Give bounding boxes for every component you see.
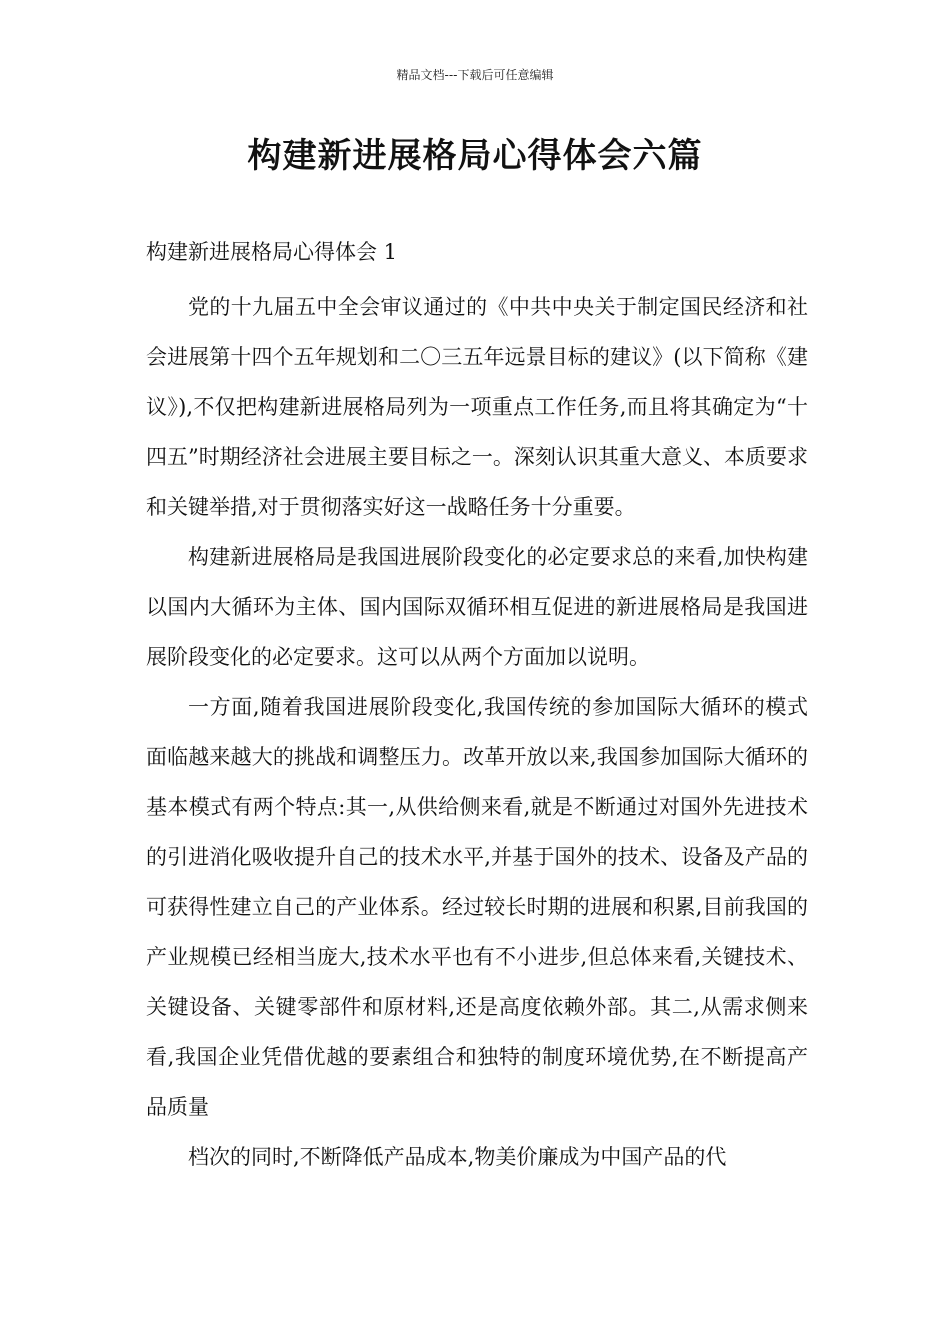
section-heading: 构建新进展格局心得体会 1 <box>146 240 398 264</box>
page-header: 精品文档---下载后可任意编辑 <box>396 68 554 82</box>
document-body <box>146 232 808 1182</box>
paragraph: 党的十九届五中全会审议通过的《中共中央关于制定国民经济和社会进展第十四个五年规划和二〇三五年远景目标的建议》(以下简称《建议》),不仅把构建新进展格局列为一项重点工作任务,而且将其确定为“十四五”时期经济社会进展主要目标之一。深刻认识其重大意义、本质要求和关键举措,对于贯彻落实好这一战略任务十分重要。 <box>146 295 808 519</box>
paragraph: 一方面,随着我国进展阶段变化,我国传统的参加国际大循环的模式面临越来越大的挑战和调整压力。改革开放以来,我国参加国际大循环的基本模式有两个特点:其一,从供给侧来看,就是不断通过对国外先进技术的引进消化吸收提升自己的技术水平,并基于国外的技术、设备及产品的可获得性建立自己的产业体系。经过较长时期的进展和积累,目前我国的产业规模已经相当庞大,技术水平也有不小进步,但总体来看,关键技术、关键设备、关键零部件和原材料,还是高度依赖外部。其二,从需求侧来看,我国企业凭借优越的要素组合和独特的制度环境优势,在不断提高产品质量 <box>146 695 808 1119</box>
paragraph: 构建新进展格局是我国进展阶段变化的必定要求总的来看,加快构建以国内大循环为主体、国内国际双循环相互促进的新进展格局是我国进展阶段变化的必定要求。这可以从两个方面加以说明。 <box>146 545 808 669</box>
paragraph: 档次的同时,不断降低产品成本,物美价廉成为中国产品的代 <box>188 1145 727 1169</box>
document-title: 构建新进展格局心得体会六篇 <box>247 136 703 176</box>
